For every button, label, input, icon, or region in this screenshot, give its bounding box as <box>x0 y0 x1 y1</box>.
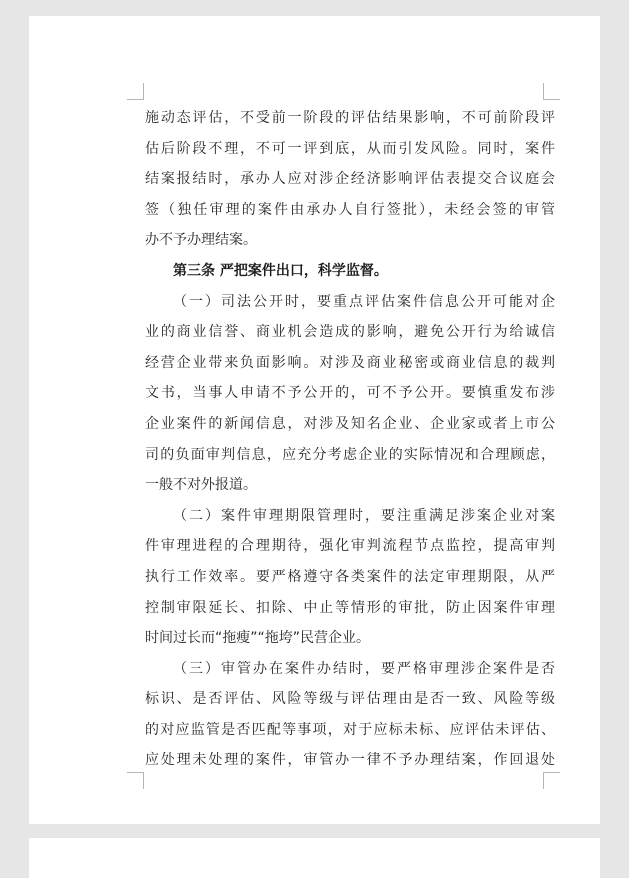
text-line: （二）案件审理期限管理时，要注重满足涉案企业对案 <box>173 507 555 524</box>
text-line: 结案报结时，承办人应对涉企经济影响评估表提交合议庭会 <box>145 171 555 188</box>
text-line: 经营企业带来负面影响。对涉及商业秘密或商业信息的裁判 <box>145 354 555 371</box>
text-line: 件审理进程的合理期待，强化审判流程节点监控，提高审判 <box>145 538 555 555</box>
section-heading: 第三条 严把案件出口，科学监督。 <box>173 262 388 279</box>
margin-corner-top-right <box>543 83 560 100</box>
text-line: 标识、是否评估、风险等级与评估理由是否一致、风险等级 <box>145 691 555 708</box>
margin-corner-bottom-left <box>127 772 144 789</box>
text-line: 执行工作效率。要严格遵守各类案件的法定审理期限，从严 <box>145 568 555 585</box>
text-line: 一般不对外报道。 <box>145 477 257 494</box>
document-page <box>29 16 600 824</box>
text-line: 控制审限延长、扣除、中止等情形的审批，防止因案件审理 <box>145 599 555 616</box>
text-line: 的对应监管是否匹配等事项，对于应标未标、应评估未评估、 <box>145 721 555 738</box>
text-line: 签（独任审理的案件由承办人自行签批），未经会签的审管 <box>145 201 555 218</box>
margin-corner-top-left <box>127 83 144 100</box>
text-line: 估后阶段不理，不可一评到底，从而引发风险。同时，案件 <box>145 140 555 157</box>
text-line: 时间过长而“拖瘦”“拖垮”民营企业。 <box>145 630 371 647</box>
text-line: 应处理未处理的案件，审管办一律不予办理结案，作回退处 <box>145 752 555 769</box>
text-line: 文书，当事人申请不予公开的，可不予公开。要慎重发布涉 <box>145 385 555 402</box>
text-line: 司的负面审判信息，应充分考虑企业的实际情况和合理顾虑， <box>145 446 555 463</box>
text-line: 业的商业信誉、商业机会造成的影响，避免公开行为给诚信 <box>145 324 555 341</box>
text-line: 企业案件的新闻信息，对涉及知名企业、企业家或者上市公 <box>145 415 555 432</box>
text-line: 施动态评估，不受前一阶段的评估结果影响，不可前阶段评 <box>145 110 555 126</box>
text-line: （一）司法公开时，要重点评估案件信息公开可能对企 <box>173 293 555 310</box>
next-page <box>29 838 600 878</box>
document-body <box>145 103 555 776</box>
text-line: 办不予办理结案。 <box>145 232 257 249</box>
text-line: （三）审管办在案件办结时，要严格审理涉企案件是否 <box>173 660 555 677</box>
